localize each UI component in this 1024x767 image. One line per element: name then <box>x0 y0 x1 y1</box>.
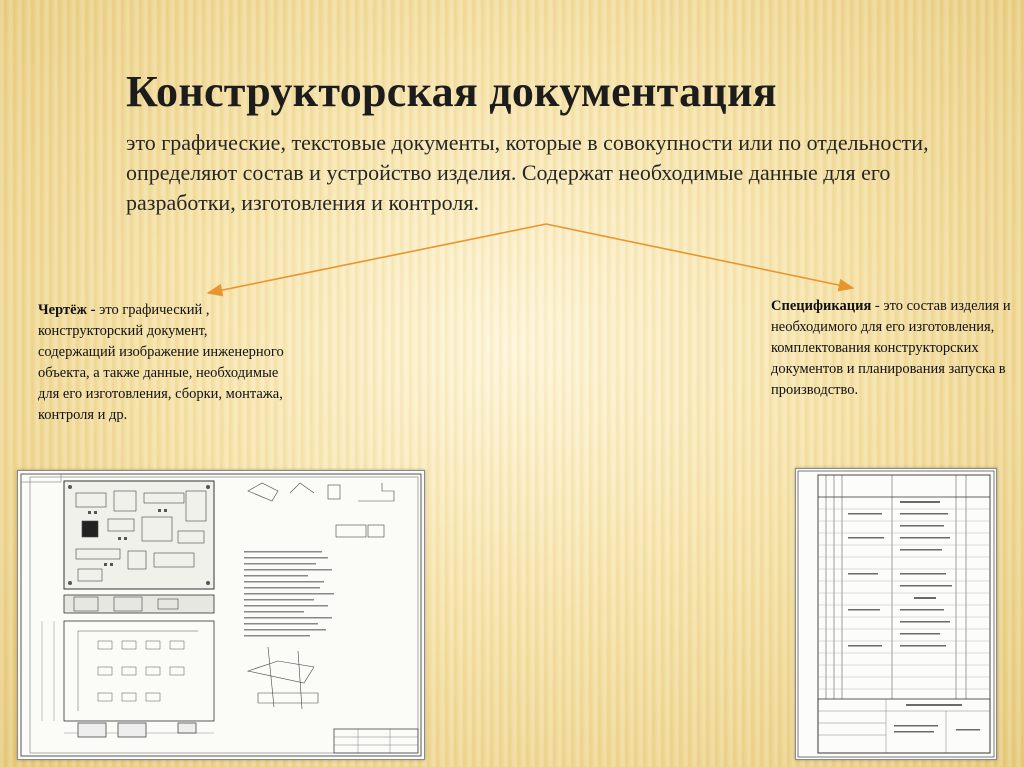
drawing-term: Чертёж - <box>38 302 100 318</box>
drawing-definition-text: это графический , конструкторский документ, содержащий изображение инженерного объекта, а также данные, необходимые для его изготовления, сборки, монтажа, контроля и др. <box>38 302 284 423</box>
specification-illustration <box>796 469 996 759</box>
arrow-right <box>546 224 853 288</box>
drawing-illustration <box>18 471 424 759</box>
drawing-image <box>17 470 425 760</box>
specification-term: Спецификация <box>771 298 872 314</box>
specification-image <box>795 468 997 760</box>
drawing-definition <box>38 300 288 426</box>
specification-definition-text: - это состав изделия и необходимого для его изготовления, комплектования конструкторских документов и планирования запуска в производство. <box>771 298 1011 398</box>
specification-definition <box>771 296 1016 401</box>
arrow-left <box>208 224 546 293</box>
slide-title: Конструкторская документация <box>126 67 777 116</box>
slide-subtitle: это графические, текстовые документы, которые в совокупности или по отдельности, определяют состав и устройство изделия. Содержат необходимые данные для его разработки, изготовления и контроля. <box>126 130 929 215</box>
